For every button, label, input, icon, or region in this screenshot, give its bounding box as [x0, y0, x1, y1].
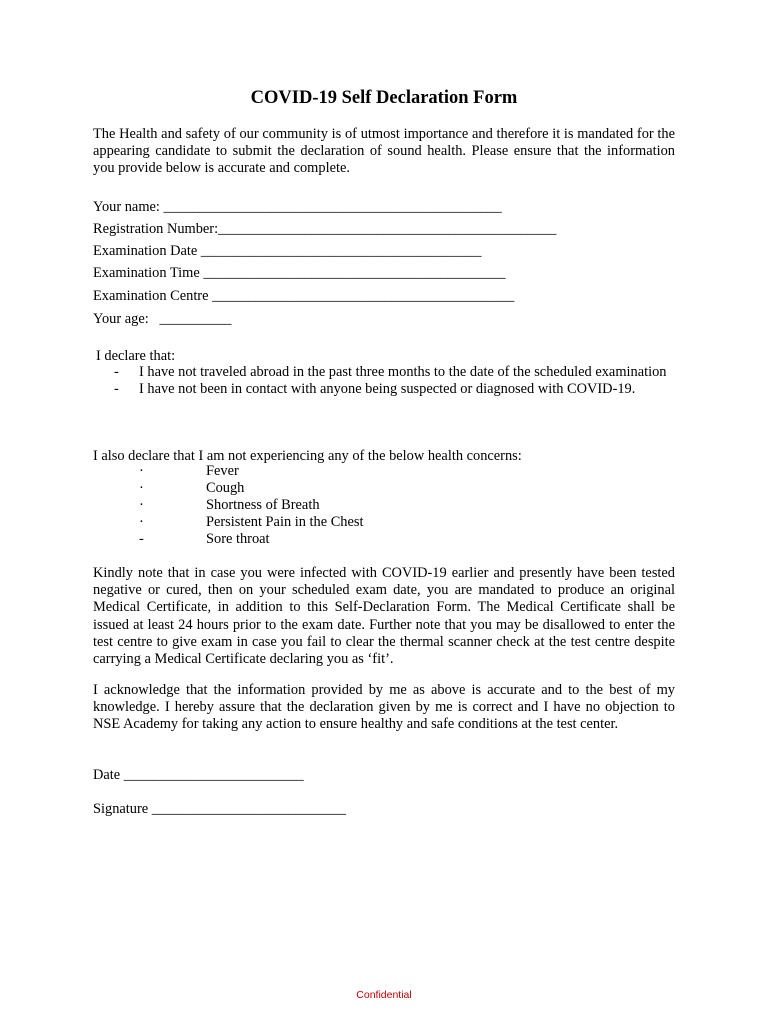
date-field: [93, 766, 304, 784]
age-blank[interactable]: __________: [159, 311, 232, 327]
bullet-marker: ·: [139, 463, 144, 479]
name-blank[interactable]: _______________________________________________: [163, 199, 502, 215]
concern-text: Cough: [206, 480, 245, 496]
date-blank[interactable]: _________________________: [123, 767, 304, 783]
declaration-text: I have not traveled abroad in the past three months to the date of the scheduled examination: [139, 364, 667, 380]
examination-centre-blank[interactable]: __________________________________________: [212, 288, 515, 304]
confidential-footer: Confidential: [356, 989, 412, 1001]
declare-intro: I declare that:: [96, 348, 176, 364]
date-label: Date: [93, 767, 124, 783]
registration-number-blank[interactable]: _______________________________________________: [218, 221, 557, 237]
age-label: Your age:: [93, 311, 160, 327]
dash-marker: -: [114, 364, 119, 380]
health-concerns-intro: I also declare that I am not experiencing any of the below health concerns:: [93, 448, 522, 464]
intro-paragraph: The Health and safety of our community is of utmost importance and therefore it is mandated for the appearing candidate to submit the declaration of sound health. Please ensure that the information you provide below is accurate and complete.: [93, 126, 675, 177]
concern-text: Persistent Pain in the Chest: [206, 514, 364, 530]
acknowledgement-paragraph: I acknowledge that the information provided by me as above is accurate and to the best of my knowledge. I hereby assure that the declaration given by me is correct and I have no objection to NSE Academy for taking any action to ensure healthy and safe conditions at the test center.: [93, 682, 675, 733]
medical-certificate-note: Kindly note that in case you were infected with COVID-19 earlier and presently have been tested negative or cured, then on your scheduled exam date, you are mandated to produce an original Medical Certificate, in addition to this Self-Declaration Form. The Medical Certificate shall be issued at least 24 hours prior to the exam date. Further note that you may be disallowed to enter the test centre to give exam in case you fail to clear the thermal scanner check at the test centre despite carrying a Medical Certificate declaring you as ‘fit’.: [93, 565, 675, 668]
examination-date-blank[interactable]: _______________________________________: [200, 243, 482, 259]
name-field: [93, 198, 502, 216]
signature-field: [93, 800, 346, 818]
declaration-text: I have not been in contact with anyone being suspected or diagnosed with COVID-19.: [139, 381, 636, 397]
list-item: [114, 364, 674, 381]
form-title: COVID-19 Self Declaration Form: [250, 88, 518, 108]
bullet-marker: ·: [139, 514, 144, 530]
signature-blank[interactable]: ___________________________: [151, 801, 347, 817]
examination-centre-field: [93, 287, 514, 305]
dash-marker: -: [114, 381, 119, 397]
registration-number-field: [93, 220, 556, 238]
concern-text: Sore throat: [206, 531, 270, 547]
examination-time-blank[interactable]: __________________________________________: [203, 265, 506, 281]
list-item: [114, 381, 674, 398]
signature-label: Signature: [93, 801, 152, 817]
examination-centre-label: Examination Centre: [93, 288, 213, 304]
examination-time-label: Examination Time: [93, 265, 204, 281]
dash-marker: -: [139, 531, 144, 547]
concern-text: Shortness of Breath: [206, 497, 320, 513]
age-field: [93, 310, 231, 328]
registration-number-label: Registration Number:: [93, 221, 219, 237]
declaration-list: [114, 364, 674, 398]
examination-date-field: [93, 242, 482, 260]
name-label: Your name:: [93, 199, 164, 215]
examination-date-label: Examination Date: [93, 243, 201, 259]
bullet-marker: ·: [139, 497, 144, 513]
examination-time-field: [93, 264, 506, 282]
bullet-marker: ·: [139, 480, 144, 496]
concern-text: Fever: [206, 463, 239, 479]
